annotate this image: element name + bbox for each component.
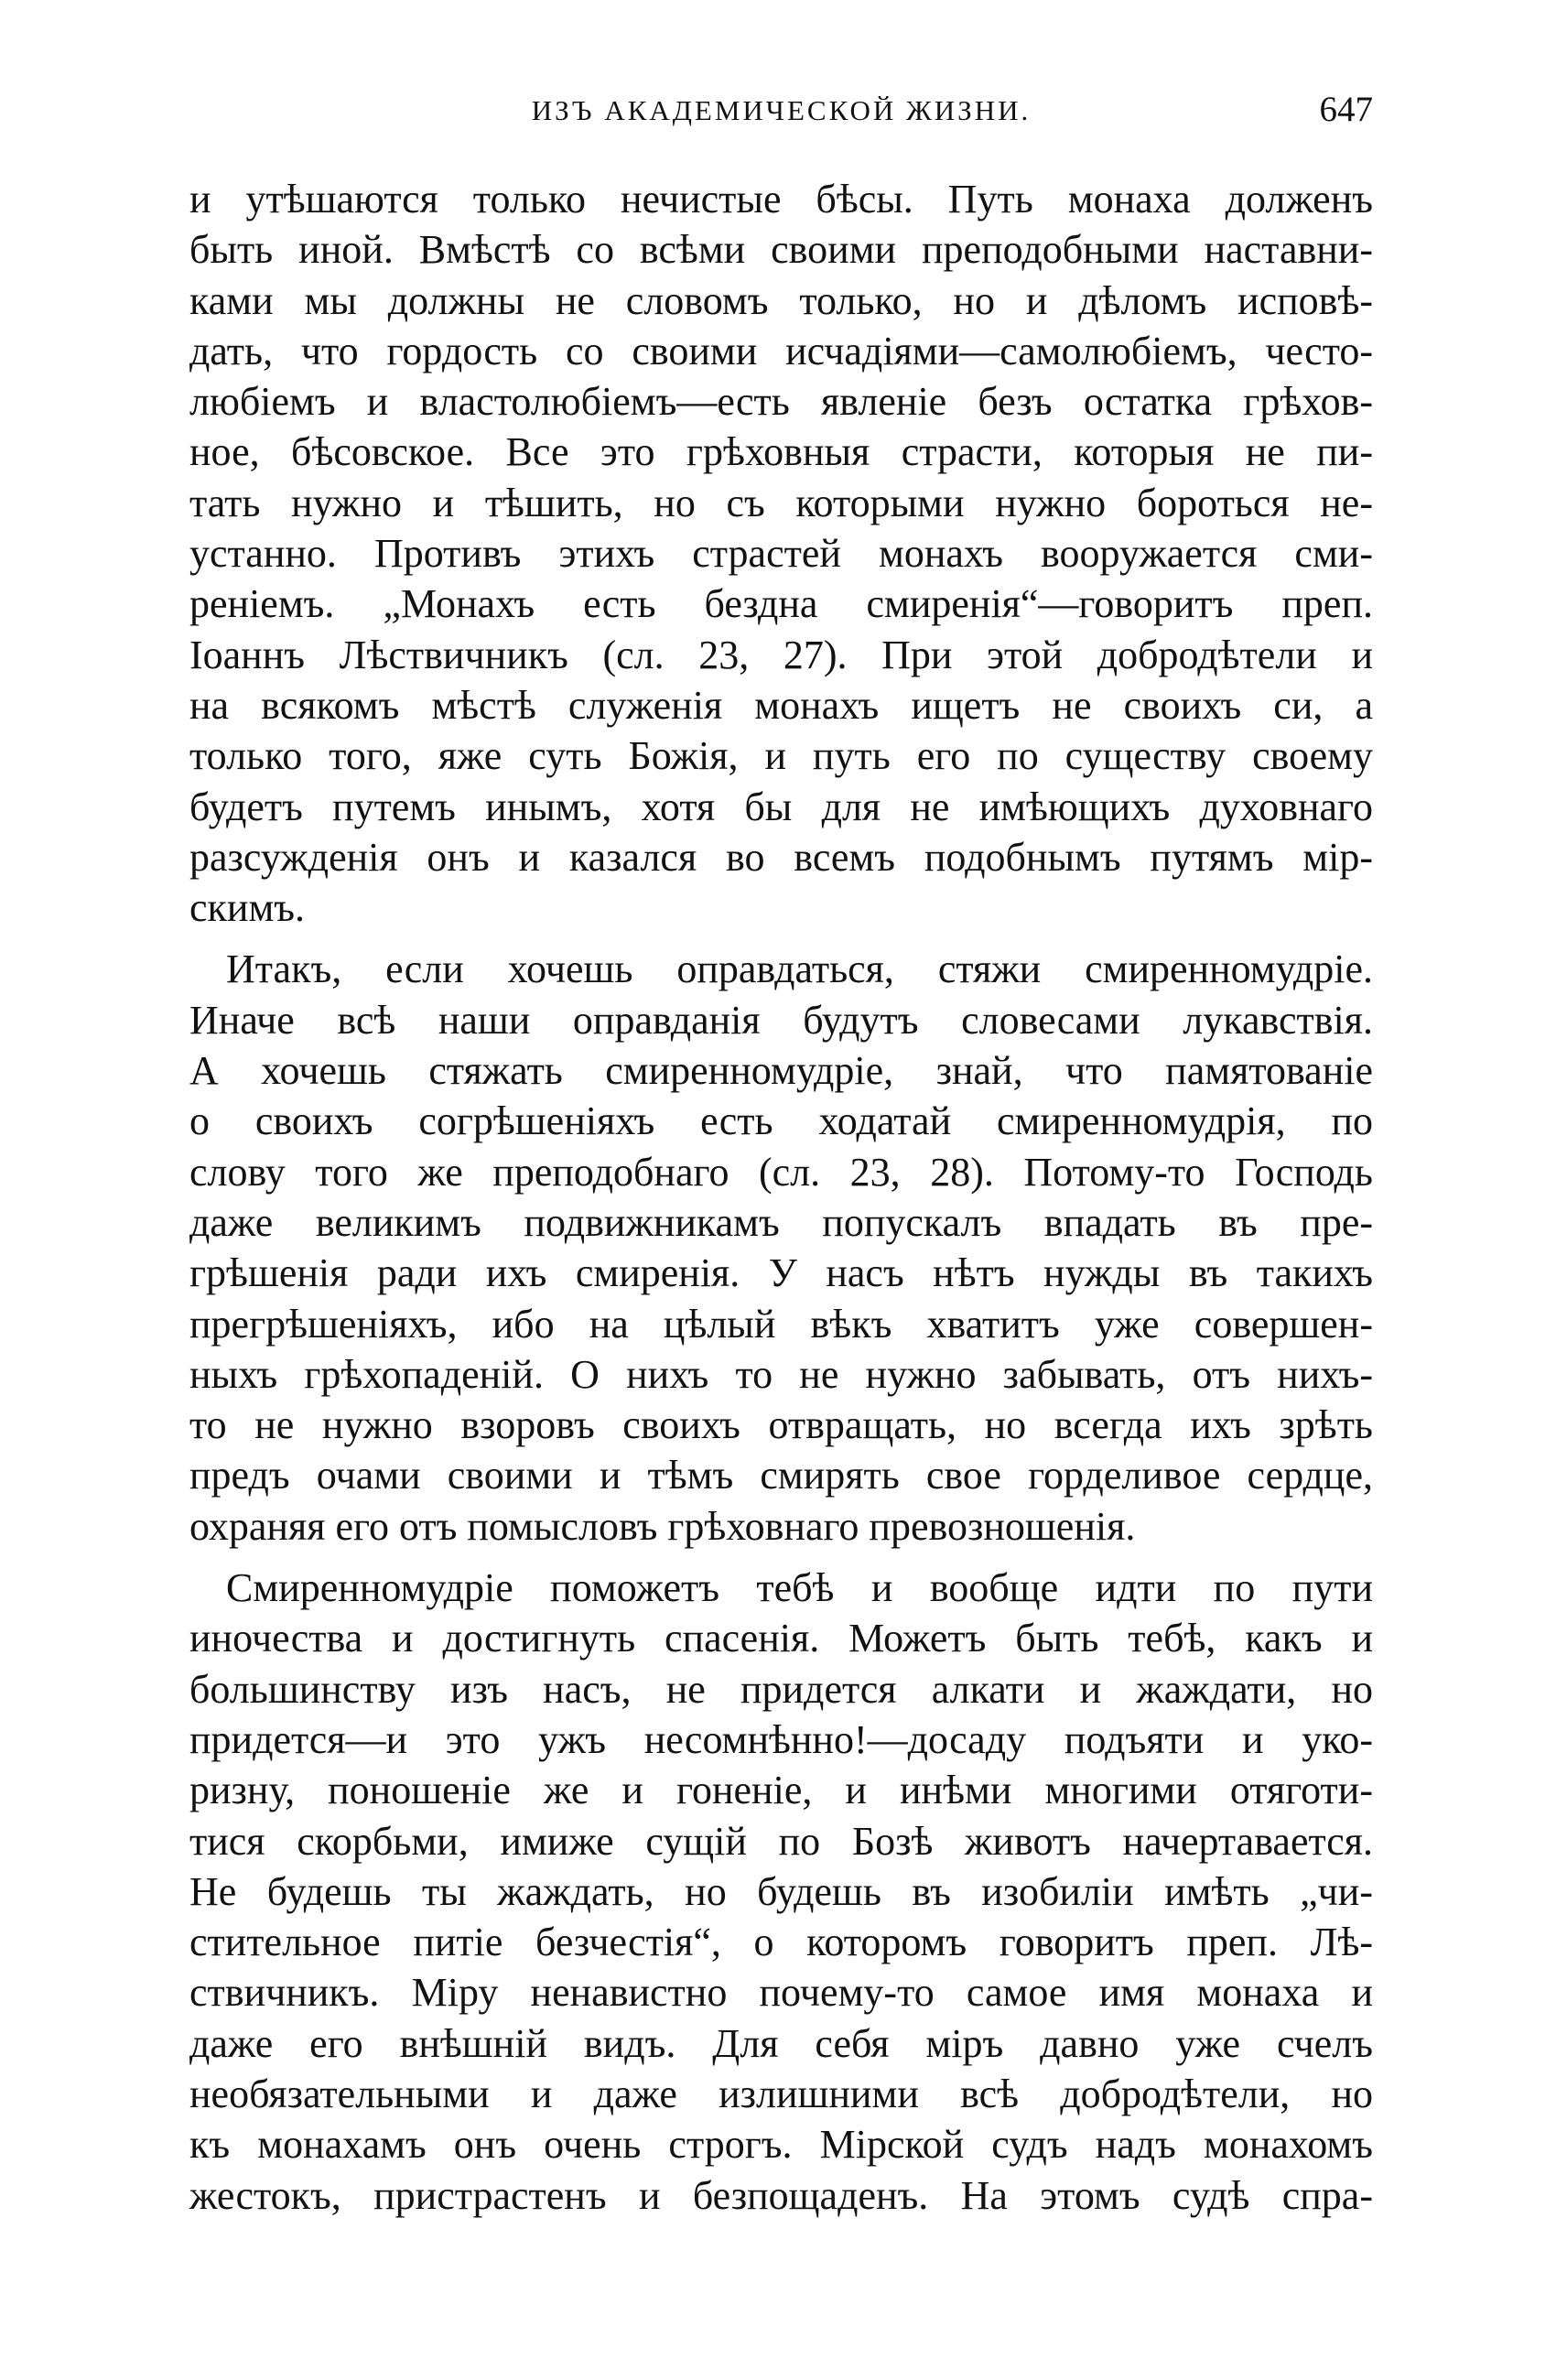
text-line: устанно. Противъ этихъ страстей монахъ вооружается сми- [189, 531, 1373, 577]
paragraph-1 [189, 174, 1373, 933]
text-line: ствичникъ. Міру ненавистно почему-то самое имя монаха и [189, 1970, 1373, 2016]
text-line: Не будешь ты жаждать, но будешь въ изобиліи имѣть „чи- [189, 1868, 1373, 1914]
text-line: то не нужно взоровъ своихъ отвращать, но всегда ихъ зрѣть [189, 1402, 1373, 1448]
text-line: о своихъ согрѣшеніяхъ есть ходатай смиренномудрія, по [189, 1098, 1373, 1144]
text-line: А хочешь стяжать смиренномудріе, знай, что памятованіе [189, 1048, 1373, 1094]
text-line: на всякомъ мѣстѣ служенія монахъ ищетъ не своихъ си, а [189, 682, 1373, 728]
text-line: реніемъ. „Монахъ есть бездна смиренія“—говоритъ преп. [189, 581, 1373, 627]
paragraph-3 [189, 1563, 1373, 2221]
text-line: иночества и достигнуть спасенія. Можетъ быть тебѣ, какъ и [189, 1616, 1373, 1661]
text-line: ное, бѣсовское. Все это грѣховныя страсти, которыя не пи- [189, 429, 1373, 475]
text-line: тать нужно и тѣшить, но съ которыми нужно бороться не- [189, 480, 1373, 525]
paragraph-2 [189, 944, 1373, 1552]
text-line: ныхъ грѣхопаденій. О нихъ то не нужно забывать, отъ нихъ- [189, 1351, 1373, 1397]
running-title: ИЗЪ АКАДЕМИЧЕСКОЙ ЖИЗНИ. [531, 94, 1032, 126]
text-line: будетъ путемъ инымъ, хотя бы для не имѣющихъ духовнаго [189, 784, 1373, 829]
text-line: даже его внѣшній видъ. Для себя міръ давно уже счелъ [189, 2020, 1373, 2066]
text-line: Іоаннъ Лѣствичникъ (сл. 23, 27). При этой добродѣтели и [189, 632, 1373, 677]
body-text [189, 174, 1373, 2221]
text-line: стительное питіе безчестія“, о которомъ говоритъ преп. Лѣ- [189, 1920, 1373, 1965]
page-number: 647 [1319, 90, 1373, 129]
running-head [189, 90, 1373, 140]
text-line: грѣшенія ради ихъ смиренія. У насъ нѣтъ нужды въ такихъ [189, 1250, 1373, 1296]
text-line: тися скорбьми, имиже сущій по Бозѣ животъ начертавается. [189, 1818, 1373, 1864]
paragraph-gap [189, 933, 1373, 944]
text-line: придется—и это ужъ несомнѣнно!—досаду подъяти и уко- [189, 1716, 1373, 1762]
text-line: ризну, поношеніе же и гоненіе, и инѣми многими отяготи- [189, 1768, 1373, 1813]
text-line: необязательными и даже излишними всѣ добродѣтели, но [189, 2071, 1373, 2116]
text-line: любіемъ и властолюбіемъ—есть явленіе безъ остатка грѣхов- [189, 379, 1373, 425]
text-line: и утѣшаются только нечистые бѣсы. Путь монаха долженъ [189, 177, 1373, 222]
text-line: слову того же преподобнаго (сл. 23, 28). Потому-то Господь [189, 1149, 1373, 1195]
text-line: скимъ. [189, 885, 306, 931]
text-line: Смиренномудріе поможетъ тебѣ и вообще идти по пути [226, 1565, 1373, 1611]
text-line: Иначе всѣ наши оправданія будутъ словесами лукавствія. [189, 997, 1373, 1043]
text-line: Итакъ, если хочешь оправдаться, стяжи смиренномудріе. [226, 947, 1373, 992]
text-line: даже великимъ подвижникамъ попускалъ впадать въ пре- [189, 1199, 1373, 1245]
text-line: жестокъ, пристрастенъ и безпощаденъ. На этомъ судѣ спра- [189, 2172, 1373, 2218]
text-line: большинству изъ насъ, не придется алкати и жаждати, но [189, 1666, 1373, 1712]
text-line: разсужденія онъ и казался во всемъ подобнымъ путямъ мір- [189, 834, 1373, 880]
text-line: быть иной. Вмѣстѣ со всѣми своими преподобными наставни- [189, 227, 1373, 273]
text-line: прегрѣшеніяхъ, ибо на цѣлый вѣкъ хватитъ уже совершен- [189, 1301, 1373, 1347]
text-line: дать, что гордость со своими исчадіями—самолюбіемъ, често- [189, 328, 1373, 373]
text-line: охраняя его отъ помысловъ грѣховнаго превозношенія. [189, 1503, 1136, 1549]
text-line: ками мы должны не словомъ только, но и дѣломъ исповѣ- [189, 277, 1373, 323]
paragraph-gap [189, 1552, 1373, 1563]
text-line: къ монахамъ онъ очень строгъ. Мірской судъ надъ монахомъ [189, 2122, 1373, 2168]
text-line: предъ очами своими и тѣмъ смирять свое горделивое сердце, [189, 1453, 1373, 1498]
text-line: только того, яже суть Божія, и путь его по существу своему [189, 733, 1373, 779]
